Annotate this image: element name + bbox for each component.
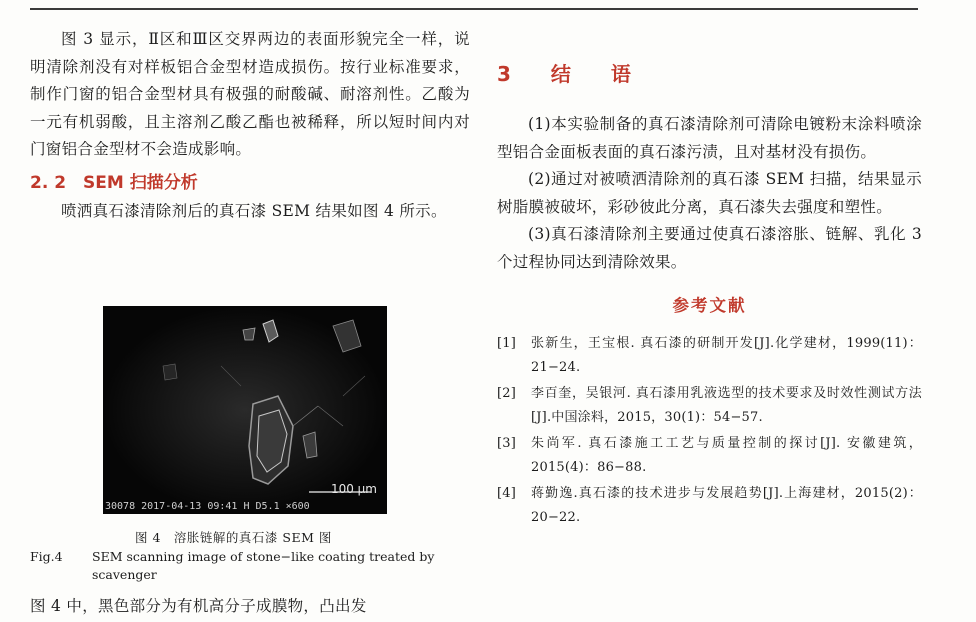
paragraph-sem-intro: 喷洒真石漆清除剂后的真石漆 SEM 结果如图 4 所示。 [61,201,447,220]
conclusion-3: (3)真石漆清除剂主要通过使真石漆溶胀、链解、乳化 3 个过程协同达到清除效果。 [497,225,922,271]
left-column [30,26,470,225]
reference-text: 蒋勤逸.真石漆的技术进步与发展趋势[J].上海建材，2015(2)：20−22. [531,486,922,525]
reference-text: 张新生，王宝根. 真石漆的研制开发[J].化学建材，1999(11)：21−24. [531,336,922,375]
sem-info-bar: 30078 2017-04-13 09:41 H D5.1 ×600 [105,501,310,512]
figure-caption-en-line1: SEM scanning image of stone−like coating treated by [92,549,435,564]
reference-item [497,382,922,430]
right-column [497,26,922,532]
references-title: 参考文献 [672,296,747,315]
reference-number: [3] [497,436,517,451]
figure-caption-en-line2: scavenger [92,567,157,582]
reference-number: [2] [497,386,517,401]
conclusion-2: (2)通过对被喷洒清除剂的真石漆 SEM 扫描，结果显示树脂膜被破坏，彩砂彼此分离，真石漆失去强度和塑性。 [497,170,922,216]
figure-caption-en-label: Fig.4 [30,549,63,564]
figure-caption-cn: 图 4 溶胀链解的真石漆 SEM 图 [135,530,332,545]
scale-bar-label: 100 μm [330,482,377,496]
references-list [497,332,922,530]
reference-text: 李百奎，吴银河. 真石漆用乳液选型的技术要求及时效性测试方法[J].中国涂料，2015，30(1)：54−57. [531,386,922,425]
header-rule [30,8,918,10]
reference-item [497,482,922,530]
paragraph-fig4-discussion: 图 4 中，黑色部分为有机高分子成膜物，凸出发 [30,597,367,615]
reference-text: 朱尚军. 真石漆施工工艺与质量控制的探讨[J]. 安徽建筑，2015(4)：86−88. [531,436,922,475]
paragraph-fig3-discussion: 图 3 显示，Ⅱ区和Ⅲ区交界两边的表面形貌完全一样，说明清除剂没有对样板铝合金型材造成损伤。按行业标准要求，制作门窗的铝合金型材具有极强的耐酸碱、耐溶剂性。乙酸为一元有机弱酸，且主溶剂乙酸乙酯也被稀释，所以短时间内对门窗铝合金型材不会造成影响。 [30,30,470,158]
conclusion-1: (1)本实验制备的真石漆清除剂可清除电镀粉末涂料喷涂型铝合金面板表面的真石漆污渍，且对基材没有损伤。 [497,115,922,161]
section-heading-3: 3 结 语 [497,62,641,86]
section-heading-2-2: 2. 2 SEM 扫描分析 [30,172,198,193]
reference-number: [4] [497,486,517,501]
reference-item [497,432,922,480]
reference-item [497,332,922,380]
reference-number: [1] [497,336,517,351]
figure-caption-en [30,548,460,584]
sem-image [103,306,387,514]
